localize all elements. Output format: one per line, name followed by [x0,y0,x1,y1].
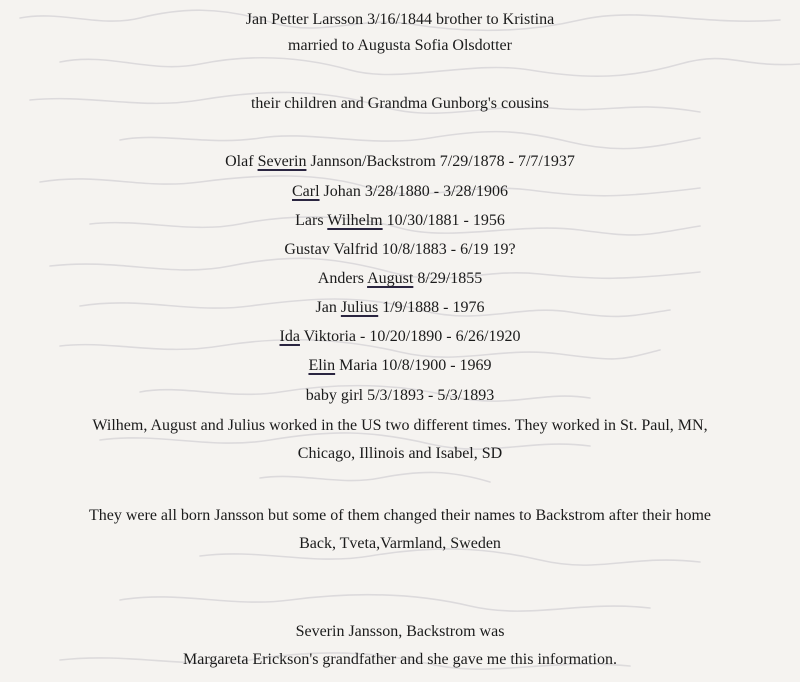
child-entry [0,327,800,347]
child-details: 10/30/1881 - 1956 [382,212,505,229]
child-name-prefix: Jan [315,299,341,316]
child-name-prefix: baby girl 5/3/1893 - 5/3/1893 [305,387,495,404]
child-details: 8/29/1855 [413,270,483,287]
child-entry [0,269,800,289]
header-line-father: Jan Petter Larsson 3/16/1844 brother to Kristina [245,11,555,28]
child-underlined-name: Ida [279,328,300,345]
name-note-line-2: Back, Tveta,Varmland, Sweden [299,535,501,552]
header-line-children: their children and Grandma Gunborg's cousins [250,95,550,112]
child-underlined-name: Carl [292,183,320,200]
child-entry [0,386,800,406]
child-details: Viktoria - 10/20/1890 - 6/26/1920 [299,328,521,345]
child-entry [0,356,800,376]
work-note-line-2: Chicago, Illinois and Isabel, SD [297,445,503,462]
child-details: Maria 10/8/1900 - 1969 [335,357,492,374]
child-entry [0,240,800,260]
name-note-line-1: They were all born Jansson but some of them changed their names to Backstrom after their home [88,507,712,524]
child-underlined-name: August [367,270,414,287]
child-name-prefix: Lars [295,212,328,229]
source-note-line-1: Severin Jansson, Backstrom was [295,623,505,640]
child-entry [0,152,800,172]
child-details: 1/9/1888 - 1976 [378,299,485,316]
child-entry [0,298,800,318]
child-name-prefix: Anders [317,270,368,287]
child-underlined-name: Julius [340,299,379,316]
child-underlined-name: Elin [308,357,336,374]
header-line-mother: married to Augusta Sofia Olsdotter [288,37,512,54]
child-underlined-name: Severin [257,153,307,170]
child-entry [0,182,800,202]
child-entry [0,211,800,231]
child-details: Jannson/Backstrom 7/29/1878 - 7/7/1937 [306,153,575,170]
child-details: Johan 3/28/1880 - 3/28/1906 [319,183,508,200]
child-underlined-name: Wilhelm [327,212,383,229]
work-note-line-1: Wilhem, August and Julius worked in the US two different times. They worked in St. Paul, MN, [92,417,708,434]
child-name-prefix: Olaf [225,153,258,170]
source-note-line-2: Margareta Erickson's grandfather and she gave me this information. [183,651,617,668]
child-name-prefix: Gustav Valfrid 10/8/1883 - 6/19 19? [284,241,516,258]
